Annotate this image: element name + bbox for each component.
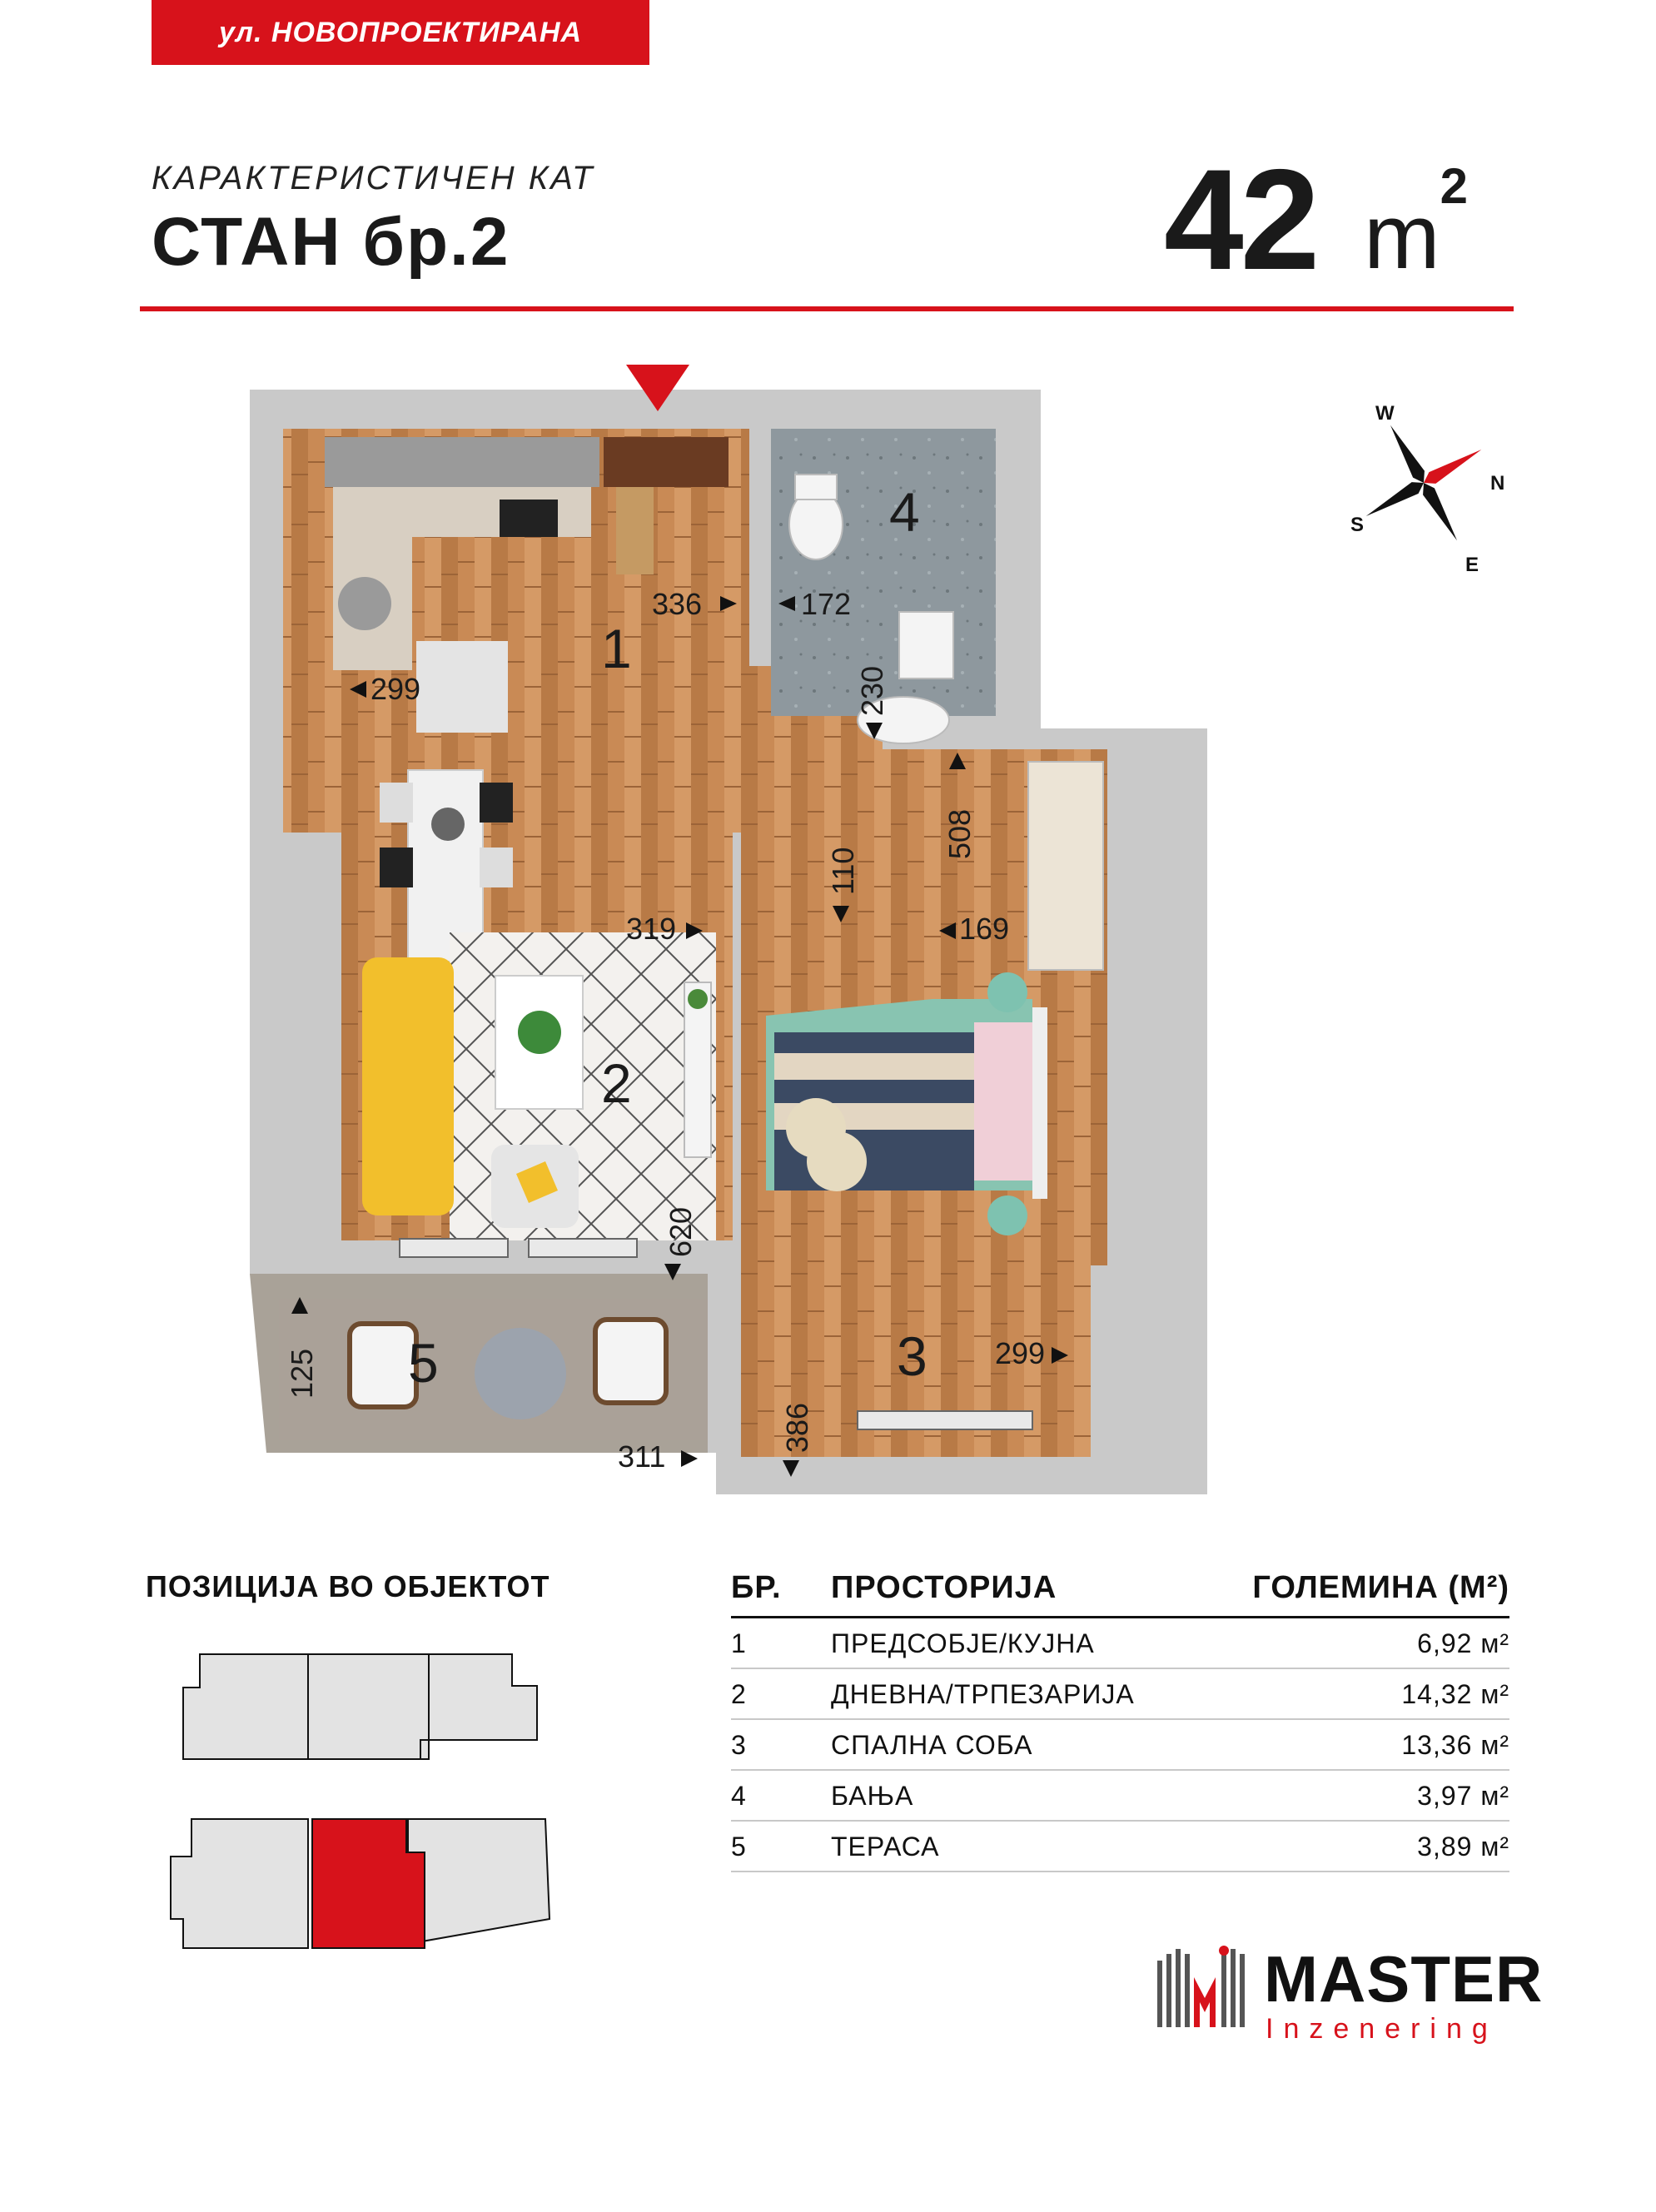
position-title: ПОЗИЦИЈА ВО ОБЈЕКТОТ [146,1569,550,1603]
rooms-table [731,1565,1509,1872]
dim-125: 125 [285,1348,319,1399]
dim-299-kitchen: 299 [370,672,421,706]
dim-508: 508 [942,808,977,859]
dim-172: 172 [801,587,852,621]
logo-subtitle: Inzenering [1266,2013,1498,2045]
row-size: 6,92 м² [1198,1618,1509,1669]
dim-336: 336 [652,587,703,621]
area-value: 42 [1164,140,1317,300]
dim-620: 620 [664,1206,698,1257]
compass-n: N [1490,472,1505,495]
room-number-2: 2 [601,1052,632,1114]
compass-w: W [1375,402,1395,425]
building-key-plan [158,1644,574,1961]
row-size: 14,32 м² [1198,1668,1509,1719]
row-size: 3,97 м² [1198,1770,1509,1821]
row-no: 4 [731,1770,831,1821]
row-name: БАЊА [831,1770,1198,1821]
row-name: ТЕРАСА [831,1821,1198,1872]
table-row [731,1770,1509,1821]
table-header-row [731,1565,1509,1618]
row-size: 13,36 м² [1198,1719,1509,1770]
compass-icon [1332,391,1515,583]
row-name: ДНЕВНА/ТРПЕЗАРИЈА [831,1668,1198,1719]
street-label: ул. НОВОПРОЕКТИРАНА [218,16,583,48]
dim-386: 386 [780,1402,814,1453]
row-no: 2 [731,1668,831,1719]
col-size: ГОЛЕМИНА (М²) [1198,1565,1509,1618]
col-room: ПРОСТОРИЈА [831,1565,1198,1618]
room-number-3: 3 [897,1325,927,1387]
compass-s: S [1350,514,1365,536]
dim-230: 230 [855,665,889,716]
title-divider [140,306,1514,311]
floor-plan [241,350,1216,1515]
logo-name: MASTER [1264,1942,1544,2016]
table-row [731,1719,1509,1770]
dim-299-bedroom: 299 [995,1336,1046,1370]
table-row [731,1668,1509,1719]
room-number-4: 4 [889,481,920,543]
compass-e: E [1465,554,1479,576]
area-unit-base: m [1364,186,1440,288]
row-size: 3,89 м² [1198,1821,1509,1872]
dim-311: 311 [618,1439,666,1474]
row-name: СПАЛНА СОБА [831,1719,1198,1770]
apartment-title: СТАН бр.2 [152,204,510,280]
company-logo-icon [1153,1944,1257,2031]
area-unit [1364,158,1469,288]
dim-169: 169 [959,912,1010,946]
dim-110: 110 [826,847,860,895]
room-number-5: 5 [408,1332,439,1394]
dim-319: 319 [626,912,677,946]
row-no: 3 [731,1719,831,1770]
table-row [731,1618,1509,1669]
street-banner [152,0,649,65]
table-row [731,1821,1509,1872]
room-number-1: 1 [601,618,632,679]
row-no: 5 [731,1821,831,1872]
row-no: 1 [731,1618,831,1669]
area-unit-exp: 2 [1440,158,1469,215]
col-no: БР. [731,1565,831,1618]
row-name: ПРЕДСОБЈЕ/КУЈНА [831,1618,1198,1669]
floor-subtitle: КАРАКТЕРИСТИЧЕН КАТ [152,160,595,196]
